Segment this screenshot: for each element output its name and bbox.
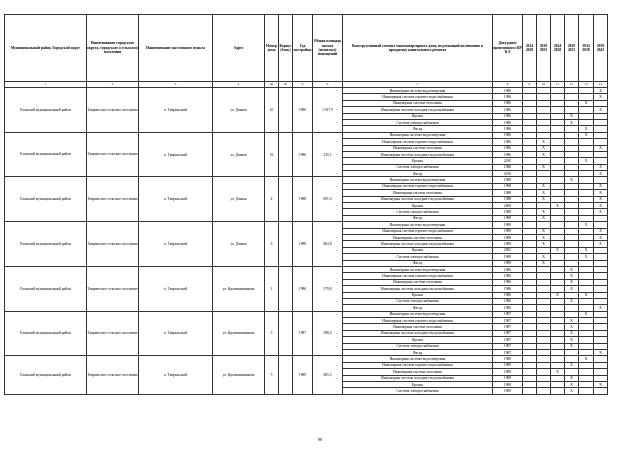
element-cell: Крыша [343, 292, 493, 298]
period-mark-cell: X [537, 241, 551, 247]
header-cell: Наименование населенного пункта [139, 15, 213, 82]
area-cell: 235,1 [313, 132, 343, 177]
element-cell: Фасад [343, 305, 493, 311]
prior-repair-date-cell: 1986 [493, 119, 523, 125]
element-cell: Инженерная система отопления [343, 100, 493, 106]
element-cell: Система электроснабжения [343, 254, 493, 260]
street-cell: ул. Крашенинникова [213, 356, 265, 394]
block-cell [279, 132, 293, 177]
period-mark-cell: X [594, 107, 608, 113]
period-mark-cell: X [565, 375, 579, 381]
year-built-cell: 1986 [293, 88, 313, 133]
district-cell: Еланский муниципальный район [5, 132, 87, 177]
column-number-cell: 11 [551, 82, 565, 88]
period-mark-cell: X [594, 350, 608, 356]
element-cell: Инженерная система горячего водоснабжения [343, 228, 493, 234]
element-cell: Инженерная система отопления [343, 145, 493, 151]
settlement-cell: Таврическое сельское поселение [87, 222, 139, 267]
header-cell: 2019 2023 [537, 15, 551, 82]
district-cell: Еланский муниципальный район [5, 177, 87, 222]
house-number-cell: 6 [265, 222, 279, 267]
period-mark-cell: X [551, 203, 565, 209]
prior-repair-date-cell: 1988 [493, 177, 523, 183]
prior-repair-date-cell: 1989 [493, 254, 523, 260]
prior-repair-date-cell: 1987 [493, 330, 523, 336]
period-mark-cell: X [594, 381, 608, 387]
period-mark-cell: X [594, 228, 608, 234]
prior-repair-date-cell: 1987 [493, 311, 523, 317]
header-cell: Общая площадь жилых (нежилых) помещений [313, 15, 343, 82]
element-cell: Инженерная система горячего водоснабжения [343, 273, 493, 279]
period-mark-cell: X [594, 241, 608, 247]
period-mark-cell: X [594, 94, 608, 100]
period-mark-cell: X [565, 362, 579, 368]
prior-repair-date-cell: 1986 [493, 94, 523, 100]
area-cell: 579,8 [313, 266, 343, 311]
area-cell: 605,3 [313, 356, 343, 394]
header-cell: Конструктивный элемент многоквартирного дома, подлежащий включению в программу капитального ремонта [343, 15, 493, 82]
locality-cell: п. Тавральский [139, 222, 213, 267]
period-mark-cell: X [537, 183, 551, 189]
element-cell: Крыша [343, 247, 493, 253]
block-cell [279, 356, 293, 394]
header-cell: Адрес [213, 15, 265, 82]
element-cell: Система электроснабжения [343, 209, 493, 215]
prior-repair-date-cell: 1989 [493, 241, 523, 247]
period-mark-cell: X [565, 119, 579, 125]
period-mark-cell: X [537, 164, 551, 170]
period-mark-cell: X [594, 234, 608, 240]
locality-cell: п. Тавральский [139, 88, 213, 133]
block-cell [279, 222, 293, 267]
period-mark-cell: X [565, 266, 579, 272]
period-mark-cell: X [565, 273, 579, 279]
element-cell: Инженерная система водоотведения [343, 222, 493, 228]
street-cell: ул. Дачная [213, 177, 265, 222]
column-number-cell: 14 [594, 82, 608, 88]
element-cell: Фасад [343, 215, 493, 221]
period-mark-cell: X [594, 209, 608, 215]
area-cell: 588,4 [313, 311, 343, 356]
header-cell: Муниципальный район, Городской округ [5, 15, 87, 82]
element-cell: Система электроснабжения [343, 164, 493, 170]
prior-repair-date-cell: 1986 [493, 132, 523, 138]
column-number-cell: 7 [343, 82, 493, 88]
prior-repair-date-cell: 2008 [493, 203, 523, 209]
district-cell: Еланский муниципальный район [5, 311, 87, 356]
page-number: 90 [317, 437, 323, 442]
prior-repair-date-cell: 1989 [493, 388, 523, 394]
element-cell: Инженерная система водоотведения [343, 311, 493, 317]
locality-cell: п. Тавральский [139, 132, 213, 177]
prior-repair-date-cell: 1986 [493, 145, 523, 151]
period-mark-cell: X [594, 203, 608, 209]
period-mark-cell: X [579, 132, 594, 138]
period-mark-cell: X [565, 318, 579, 324]
prior-repair-date-cell: 1987 [493, 324, 523, 330]
prior-repair-date-cell: 1988 [493, 190, 523, 196]
settlement-cell: Таврическое сельское поселение [87, 132, 139, 177]
header-cell: Дата ранее проведенного КР КЭ [493, 15, 523, 82]
period-mark-cell [537, 388, 551, 394]
block-cell [279, 311, 293, 356]
prior-repair-date-cell: 1986 [493, 266, 523, 272]
period-mark-cell: X [565, 337, 579, 343]
column-number-cell: 3 [139, 82, 213, 88]
district-cell: Еланский муниципальный район [5, 88, 87, 133]
prior-repair-date-cell: 1988 [493, 215, 523, 221]
prior-repair-date-cell: 2010 [493, 171, 523, 177]
element-cell: Инженерная система холодного водоснабжения [343, 196, 493, 202]
column-number-cell: 1 [5, 82, 87, 88]
element-cell: Инженерная система отопления [343, 190, 493, 196]
column-number-cell: 5 [293, 82, 313, 88]
prior-repair-date-cell: 1986 [493, 164, 523, 170]
prior-repair-date-cell: 1988 [493, 196, 523, 202]
prior-repair-date-cell: 1986 [493, 139, 523, 145]
period-mark-cell: X [551, 292, 565, 298]
element-cell: Инженерная система водоотведения [343, 356, 493, 362]
period-mark-cell: X [537, 234, 551, 240]
period-mark-cell: X [594, 196, 608, 202]
period-mark-cell: X [565, 177, 579, 183]
element-cell: Фасад [343, 260, 493, 266]
prior-repair-date-cell: 1987 [493, 337, 523, 343]
street-cell: ул. Крашенинникова [213, 311, 265, 356]
element-cell: Инженерная система горячего водоснабжения [343, 318, 493, 324]
period-mark-cell: X [537, 254, 551, 260]
year-built-cell: 1987 [293, 311, 313, 356]
prior-repair-date-cell: 1989 [493, 356, 523, 362]
prior-repair-date-cell: 1986 [493, 107, 523, 113]
element-cell: Фасад [343, 350, 493, 356]
period-mark-cell: X [594, 171, 608, 177]
period-mark-cell [523, 388, 537, 394]
column-number-cell: 12 [565, 82, 579, 88]
element-cell: Система электроснабжения [343, 343, 493, 349]
table-header-row [5, 15, 608, 82]
element-cell: Система электроснабжения [343, 388, 493, 394]
period-mark-cell: X [537, 215, 551, 221]
element-cell: Крыша [343, 337, 493, 343]
period-mark-cell: X [579, 247, 594, 253]
element-cell: Инженерная система водоотведения [343, 132, 493, 138]
period-mark-cell: X [565, 324, 579, 330]
table-body [5, 82, 608, 395]
period-mark-cell: X [579, 126, 594, 132]
period-mark-cell: X [579, 292, 594, 298]
period-mark-cell: X [579, 158, 594, 164]
house-number-cell: 3 [265, 311, 279, 356]
element-cell: Инженерная система холодного водоснабжения [343, 107, 493, 113]
element-cell: Фасад [343, 126, 493, 132]
locality-cell: п. Тавральский [139, 356, 213, 394]
prior-repair-date-cell: 1989 [493, 228, 523, 234]
period-mark-cell: X [565, 381, 579, 387]
year-built-cell: 1989 [293, 222, 313, 267]
prior-repair-date-cell: 1989 [493, 362, 523, 368]
period-mark-cell: X [594, 190, 608, 196]
street-cell: ул. Крашенинникова [213, 266, 265, 311]
period-mark-cell: X [537, 139, 551, 145]
element-cell: Инженерная система горячего водоснабжения [343, 94, 493, 100]
period-mark-cell: X [537, 196, 551, 202]
prior-repair-date-cell: 1986 [493, 305, 523, 311]
period-mark-cell: X [565, 286, 579, 292]
period-mark-cell: X [565, 343, 579, 349]
prior-repair-date-cell: 1989 [493, 222, 523, 228]
period-mark-cell: X [551, 247, 565, 253]
block-cell [279, 266, 293, 311]
period-mark-cell: X [537, 260, 551, 266]
year-built-cell: 1986 [293, 266, 313, 311]
prior-repair-date-cell: 1986 [493, 100, 523, 106]
period-mark-cell: X [565, 279, 579, 285]
period-mark-cell: X [565, 298, 579, 304]
element-cell: Инженерная система горячего водоснабжения [343, 362, 493, 368]
period-mark-cell: X [594, 164, 608, 170]
period-mark-cell: X [579, 311, 594, 317]
header-cell: 2029 2033 [565, 15, 579, 82]
block-cell [279, 88, 293, 133]
house-number-cell: 16 [265, 132, 279, 177]
element-cell: Фасад [343, 171, 493, 177]
street-cell: ул. Дачная [213, 222, 265, 267]
element-cell: Крыша [343, 381, 493, 387]
prior-repair-date-cell: 1986 [493, 151, 523, 157]
settlement-cell: Таврическое сельское поселение [87, 177, 139, 222]
period-mark-cell: X [565, 330, 579, 336]
prior-repair-date-cell: 1986 [493, 88, 523, 94]
period-mark-cell [551, 388, 565, 394]
area-cell: 1 617,9 [313, 88, 343, 133]
element-cell: Крыша [343, 113, 493, 119]
column-number-cell: 6 [313, 82, 343, 88]
element-cell: Инженерная система водоотведения [343, 88, 493, 94]
element-cell: Инженерная система отопления [343, 369, 493, 375]
element-cell: Инженерная система холодного водоснабжения [343, 286, 493, 292]
area-cell: 863,8 [313, 222, 343, 267]
prior-repair-date-cell: 1989 [493, 375, 523, 381]
year-built-cell: 1988 [293, 177, 313, 222]
column-number-cell: 8 [493, 82, 523, 88]
period-mark-cell: X [537, 151, 551, 157]
prior-repair-date-cell: 1988 [493, 183, 523, 189]
period-mark-cell: X [594, 305, 608, 311]
header-cell: 2014 2018 [523, 15, 537, 82]
prior-repair-date-cell: 1987 [493, 343, 523, 349]
header-cell: 2034 2038 [579, 15, 594, 82]
element-cell: Инженерная система холодного водоснабжения [343, 151, 493, 157]
element-cell: Инженерная система холодного водоснабжения [343, 241, 493, 247]
block-cell [279, 177, 293, 222]
district-cell: Еланский муниципальный район [5, 356, 87, 394]
prior-repair-date-cell: 1986 [493, 292, 523, 298]
element-cell: Инженерная система водоотведения [343, 177, 493, 183]
capital-repair-table [4, 14, 608, 395]
column-number-cell: 13 [579, 82, 594, 88]
locality-cell: п. Тавральский [139, 311, 213, 356]
settlement-cell: Таврическое сельское поселение [87, 356, 139, 394]
header-cell: Номер дома [265, 15, 279, 82]
column-number-cell: 10 [537, 82, 551, 88]
header-cell: Корпус (блок) [279, 15, 293, 82]
prior-repair-date-cell: 2010 [493, 158, 523, 164]
header-cell: 2039 2043 [594, 15, 608, 82]
period-mark-cell: X [594, 145, 608, 151]
column-number-cell: 9 [523, 82, 537, 88]
period-mark-cell [594, 388, 608, 394]
prior-repair-date-cell: 1986 [493, 286, 523, 292]
period-mark-cell: X [537, 228, 551, 234]
prior-repair-date-cell: 1989 [493, 381, 523, 387]
element-cell: Инженерная система горячего водоснабжения [343, 183, 493, 189]
prior-repair-date-cell: 1989 [493, 369, 523, 375]
period-mark-cell: X [579, 100, 594, 106]
period-mark-cell: X [565, 113, 579, 119]
period-mark-cell [579, 388, 594, 394]
district-cell: Еланский муниципальный район [5, 266, 87, 311]
house-number-cell: 10 [265, 88, 279, 133]
settlement-cell: Таврическое сельское поселение [87, 311, 139, 356]
element-cell: Инженерная система отопления [343, 234, 493, 240]
period-mark-cell: X [594, 183, 608, 189]
column-number-cell: 4б [279, 82, 293, 88]
element-cell: Система электроснабжения [343, 298, 493, 304]
year-built-cell: 1986 [293, 132, 313, 177]
prior-repair-date-cell: 1989 [493, 234, 523, 240]
period-mark-cell: X [579, 254, 594, 260]
prior-repair-date-cell: 1986 [493, 113, 523, 119]
house-number-cell: 1 [265, 266, 279, 311]
period-mark-cell: X [537, 190, 551, 196]
period-mark-cell: X [537, 209, 551, 215]
element-cell: Крыша [343, 203, 493, 209]
element-cell: Инженерная система холодного водоснабжения [343, 375, 493, 381]
element-cell: Инженерная система горячего водоснабжения [343, 139, 493, 145]
street-cell: ул. Дачная [213, 132, 265, 177]
year-built-cell: 1989 [293, 356, 313, 394]
element-cell: Крыша [343, 158, 493, 164]
header-cell: 2024 2028 [551, 15, 565, 82]
prior-repair-date-cell: 1989 [493, 260, 523, 266]
prior-repair-date-cell: 1986 [493, 273, 523, 279]
period-mark-cell: X [594, 88, 608, 94]
prior-repair-date-cell: 1986 [493, 298, 523, 304]
header-cell: Год постройки [293, 15, 313, 82]
period-mark-cell: X [565, 388, 579, 394]
period-mark-cell: X [537, 145, 551, 151]
settlement-cell: Таврическое сельское поселение [87, 266, 139, 311]
column-number-cell: 4 [213, 82, 265, 88]
element-cell: Инженерная система водоотведения [343, 266, 493, 272]
element-cell: Система электроснабжения [343, 119, 493, 125]
house-number-cell: 5 [265, 356, 279, 394]
prior-repair-date-cell: 2005 [493, 247, 523, 253]
prior-repair-date-cell: 1987 [493, 318, 523, 324]
settlement-cell: Таврическое сельское поселение [87, 88, 139, 133]
locality-cell: п. Тавральский [139, 177, 213, 222]
prior-repair-date-cell: 1987 [493, 350, 523, 356]
element-cell: Инженерная система холодного водоснабжения [343, 330, 493, 336]
locality-cell: п. Тавральский [139, 266, 213, 311]
area-cell: 891,0 [313, 177, 343, 222]
column-number-cell: 2 [87, 82, 139, 88]
period-mark-cell: X [579, 356, 594, 362]
house-number-cell: 4 [265, 177, 279, 222]
period-mark-cell: X [579, 222, 594, 228]
element-cell: Инженерная система отопления [343, 279, 493, 285]
district-cell: Еланский муниципальный район [5, 222, 87, 267]
prior-repair-date-cell: 1988 [493, 209, 523, 215]
element-cell: Инженерная система отопления [343, 324, 493, 330]
prior-repair-date-cell: 1986 [493, 279, 523, 285]
document-sheet [4, 14, 608, 395]
prior-repair-date-cell: 1986 [493, 126, 523, 132]
header-cell: Наименование городского округа, городского (сельского) поселения [87, 15, 139, 82]
street-cell: ул. Дачная [213, 88, 265, 133]
period-mark-cell: X [551, 369, 565, 375]
column-number-cell: 4а [265, 82, 279, 88]
